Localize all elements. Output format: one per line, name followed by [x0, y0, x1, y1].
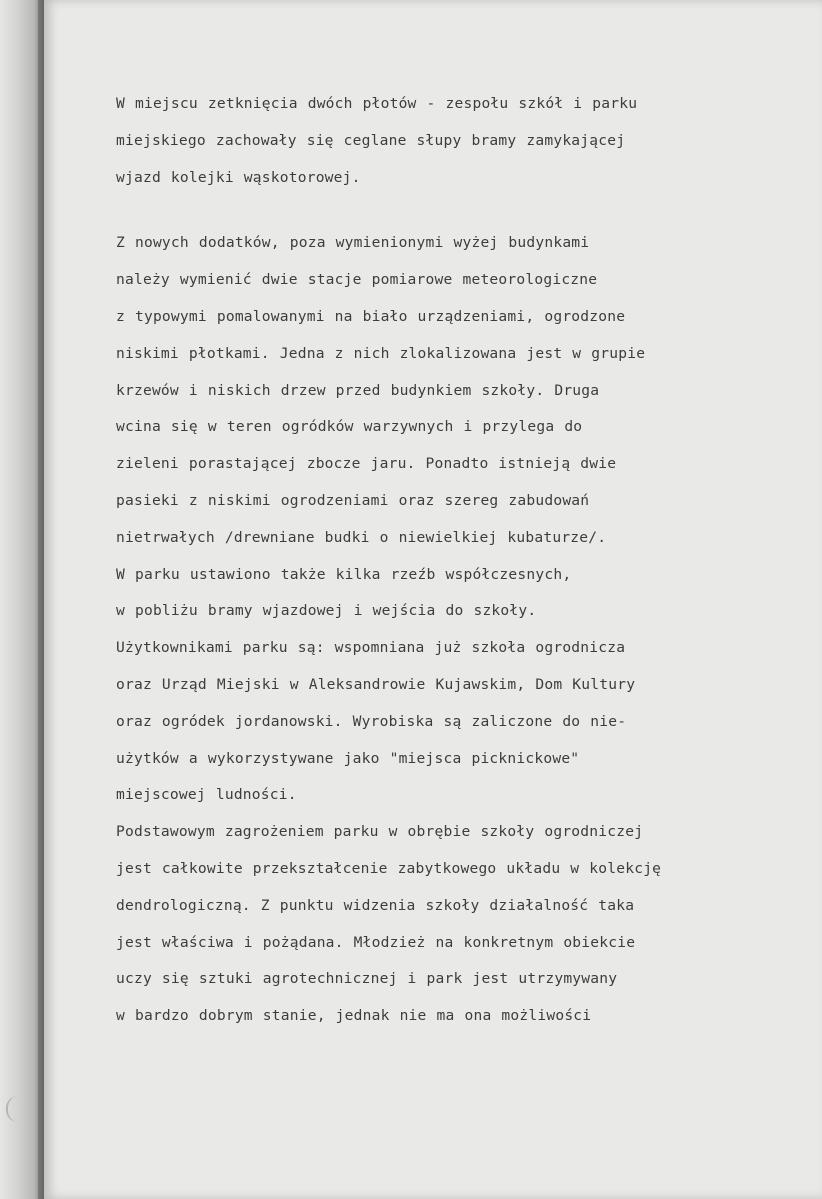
text-line: Z nowych dodatków, poza wymienionymi wyżej budynkami — [116, 234, 590, 252]
text-line: pasieki z niskimi ogrodzeniami oraz szereg zabudowań — [116, 491, 590, 509]
text-line: w bardzo dobrym stanie, jednak nie ma ona możliwości — [116, 1007, 592, 1025]
text-line: nietrwałych /drewniane budki o niewielkiej kubaturze/. — [116, 528, 607, 546]
text-line: użytków a wykorzystywane jako "miejsca picknickowe" — [116, 749, 580, 767]
text-line: krzewów i niskich drzew przed budynkiem szkoły. Druga — [116, 381, 600, 399]
text-line: wjazd kolejki wąskotorowej. — [116, 168, 361, 186]
text-line: zieleni porastającej zbocze jaru. Ponadto istnieją dwie — [116, 455, 617, 473]
text-line: miejskiego zachowały się ceglane słupy bramy zamykającej — [116, 131, 626, 149]
text-line: W miejscu zetknięcia dwóch płotów - zespołu szkół i parku — [116, 95, 638, 112]
text-line: oraz Urząd Miejski w Aleksandrowie Kujawskim, Dom Kultury — [116, 675, 636, 693]
page-body — [116, 86, 806, 1035]
text-line: należy wymienić dwie stacje pomiarowe meteorologiczne — [116, 271, 598, 289]
typewritten-page — [44, 0, 822, 1199]
text-line: jest właściwa i pożądana. Młodzież na konkretnym obiekcie — [116, 933, 636, 951]
text-line: niskimi płotkami. Jedna z nich zlokalizowana jest w grupie — [116, 344, 646, 362]
text-line: oraz ogródek jordanowski. Wyrobiska są zaliczone do nie- — [116, 712, 627, 730]
text-line: miejscowej ludności. — [116, 786, 297, 804]
text-line: jest całkowite przekształcenie zabytkowego układu w kolekcję — [116, 859, 662, 877]
text-line: z typowymi pomalowanymi na biało urządzeniami, ogrodzone — [116, 307, 626, 325]
paragraph-gap — [116, 196, 806, 225]
text-line: w pobliżu bramy wjazdowej i wejścia do szkoły. — [116, 602, 537, 620]
text-line: Podstawowym zagrożeniem parku w obrębie szkoły ogrodniczej — [116, 823, 644, 841]
text-line: wcina się w teren ogródków warzywnych i przylega do — [116, 418, 583, 436]
text-line: uczy się sztuki agrotechnicznej i park jest utrzymywany — [116, 970, 618, 988]
text-line: W parku ustawiono także kilka rzeźb współczesnych, — [116, 565, 572, 583]
page-corner-mark — [6, 1096, 26, 1122]
text-line: Użytkownikami parku są: wspomniana już szkoła ogrodnicza — [116, 639, 626, 657]
text-line: dendrologiczną. Z punktu widzenia szkoły działalność taka — [116, 896, 635, 914]
